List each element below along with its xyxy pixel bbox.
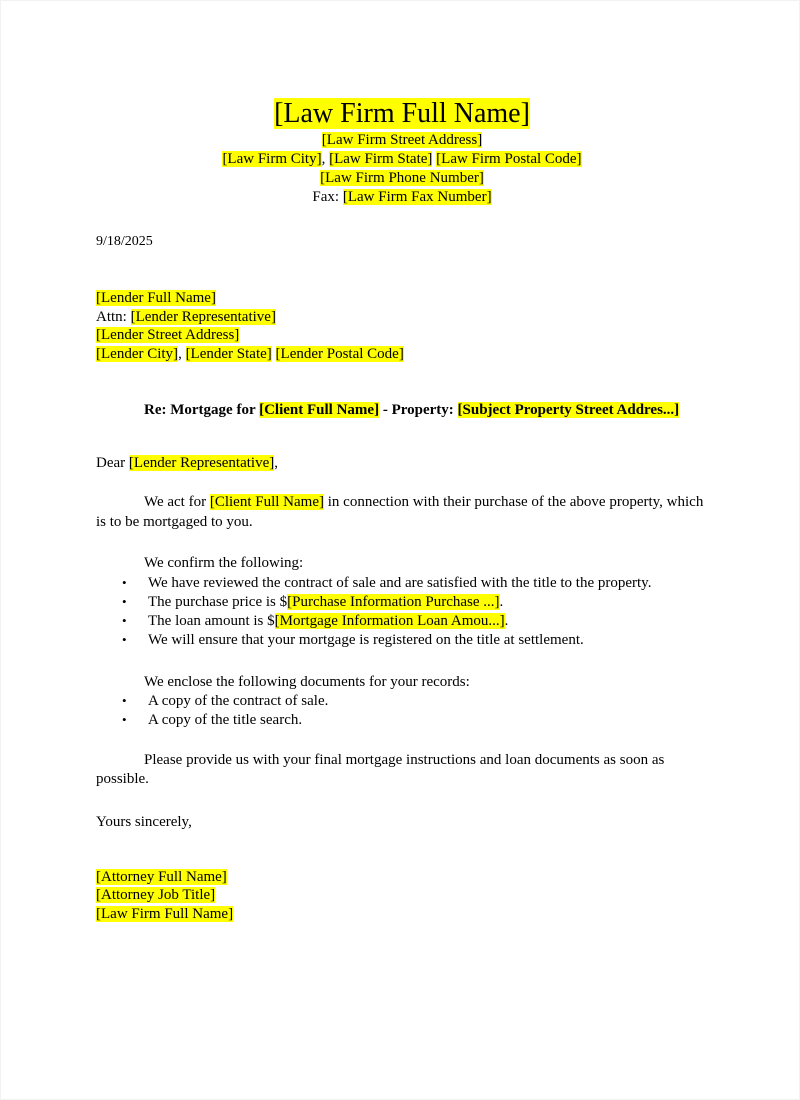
recipient-attn-line xyxy=(96,308,708,327)
bullet-icon: • xyxy=(122,594,127,610)
subject-line xyxy=(96,399,708,421)
salutation-suffix: , xyxy=(274,455,278,472)
recipient-city-value: [Lender City] xyxy=(96,345,179,362)
closing-line: Yours sincerely, xyxy=(96,813,192,830)
bullet-icon: • xyxy=(122,712,127,728)
bullet-icon: • xyxy=(122,613,127,629)
law-firm-street-address-value: [Law Firm Street Address] xyxy=(321,132,483,148)
opening-paragraph xyxy=(96,493,708,532)
law-firm-city-separator: , xyxy=(321,151,330,167)
recipient-street-address-value: [Lender Street Address] xyxy=(96,327,240,344)
bullet-icon: • xyxy=(122,693,127,709)
signature-attorney-title-value: [Attorney Job Title] xyxy=(96,887,216,904)
recipient-city-state-zip xyxy=(96,345,708,364)
law-firm-city-state-zip xyxy=(96,150,708,169)
confirm-item-placeholder: [Purchase Information Purchase ...] xyxy=(287,594,500,611)
law-firm-phone xyxy=(96,169,708,188)
salutation-name: [Lender Representative] xyxy=(128,455,275,472)
recipient-address-block xyxy=(96,289,708,363)
confirm-item-prefix: We will ensure that your mortgage is registered on the title at settlement. xyxy=(148,632,584,649)
salutation-line xyxy=(96,454,708,473)
opening-suffix: in connection with their purchase of the above property, which is to be mortgaged to you. xyxy=(96,494,704,530)
recipient-attn-value: [Lender Representative] xyxy=(130,308,276,325)
subject-middle: - Property: xyxy=(379,402,458,419)
list-item xyxy=(96,631,708,650)
confirm-lead-in: We confirm the following: xyxy=(144,555,304,572)
list-item xyxy=(96,574,708,593)
enclosure-item-text: A copy of the contract of sale. xyxy=(148,693,329,710)
confirm-item-suffix: . xyxy=(499,594,504,611)
signature-attorney-name xyxy=(96,868,708,887)
subject-client-name: [Client Full Name] xyxy=(259,402,380,419)
law-firm-fax-value: [Law Firm Fax Number] xyxy=(342,189,492,205)
signature-firm-name-value: [Law Firm Full Name] xyxy=(96,905,234,922)
letterhead xyxy=(96,1,708,207)
bullet-icon: • xyxy=(122,632,127,648)
recipient-attn-label: Attn: xyxy=(96,308,131,325)
request-paragraph: Please provide us with your final mortgage instructions and loan documents as soon as possible. xyxy=(96,751,665,788)
subject-property-address: [Subject Property Street Addres...] xyxy=(457,402,680,419)
law-firm-name-value: [Law Firm Full Name] xyxy=(274,98,530,129)
salutation-prefix: Dear xyxy=(96,455,129,472)
subject-prefix: Re: Mortgage for xyxy=(144,402,260,419)
list-item xyxy=(96,711,708,730)
recipient-state-separator xyxy=(272,346,276,362)
confirm-item-prefix: We have reviewed the contract of sale and are satisfied with the title to the property. xyxy=(148,574,652,591)
law-firm-city-value: [Law Firm City] xyxy=(222,151,322,167)
law-firm-state-value: [Law Firm State] xyxy=(329,151,433,167)
law-firm-name xyxy=(96,97,708,131)
confirm-item-suffix: . xyxy=(504,613,509,630)
law-firm-phone-value: [Law Firm Phone Number] xyxy=(320,170,484,186)
signature-attorney-title xyxy=(96,886,708,905)
recipient-lender-name-value: [Lender Full Name] xyxy=(96,290,216,306)
confirm-item-placeholder: [Mortgage Information Loan Amou...] xyxy=(274,613,505,630)
recipient-state-value: [Lender State] xyxy=(185,345,272,362)
recipient-lender-name xyxy=(96,289,708,308)
signature-block xyxy=(96,868,708,924)
list-item xyxy=(96,593,708,612)
law-firm-street-address xyxy=(96,131,708,150)
enclosure-list xyxy=(96,692,708,730)
letter-body xyxy=(96,1,708,923)
opening-prefix: We act for xyxy=(144,494,210,511)
recipient-postal-code-value: [Lender Postal Code] xyxy=(275,345,404,362)
enclosure-item-text: A copy of the title search. xyxy=(148,712,303,729)
enclosure-lead-in: We enclose the following documents for your records: xyxy=(144,673,470,690)
confirm-list xyxy=(96,574,708,651)
list-item xyxy=(96,612,708,631)
law-firm-fax xyxy=(96,188,708,207)
signature-attorney-name-value: [Attorney Full Name] xyxy=(96,868,227,885)
signature-firm-name xyxy=(96,905,708,924)
bullet-icon: • xyxy=(122,574,127,590)
opening-client-name: [Client Full Name] xyxy=(209,494,324,511)
confirm-item-prefix: The loan amount is $ xyxy=(148,613,275,630)
list-item xyxy=(96,692,708,711)
law-firm-fax-label: Fax: xyxy=(312,189,343,205)
confirm-item-prefix: The purchase price is $ xyxy=(148,594,288,611)
law-firm-postal-code-value: [Law Firm Postal Code] xyxy=(436,151,582,167)
recipient-street-address xyxy=(96,326,708,345)
letter-date: 9/18/2025 xyxy=(96,234,153,249)
recipient-city-separator: , xyxy=(178,345,186,362)
